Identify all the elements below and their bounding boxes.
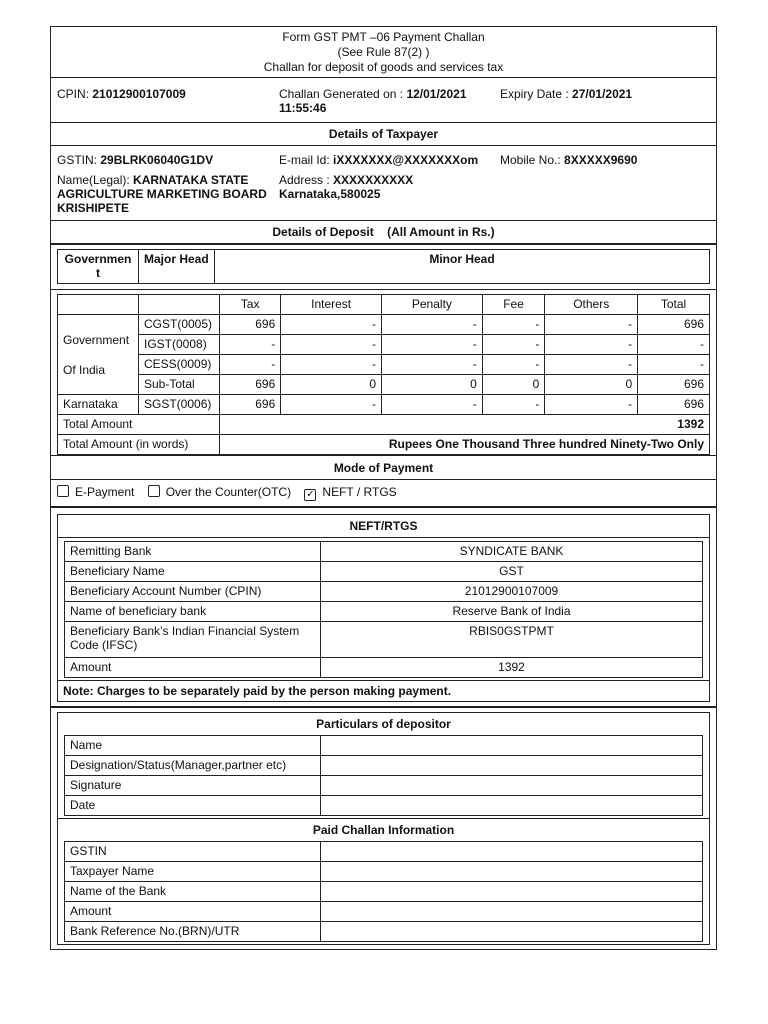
col-penalty: Penalty: [382, 295, 483, 315]
paid-amount-field[interactable]: [321, 902, 703, 922]
beneficiary-bank-value: Reserve Bank of India: [321, 602, 703, 622]
head-sgst: SGST(0006): [139, 395, 220, 415]
paid-challan-title: Paid Challan Information: [58, 818, 709, 841]
legal-name: Name(Legal): KARNATAKA STATE AGRICULTURE MARKETING BOARD KRISHIPETE: [57, 173, 267, 215]
address-line2: Karnataka,580025: [279, 187, 381, 201]
table-row: Signature: [65, 776, 703, 796]
charges-note: Note: Charges to be separately paid by the person making payment.: [58, 680, 709, 701]
expiry-date-value: 27/01/2021: [572, 87, 633, 101]
total-amount-value: 1392: [220, 415, 710, 435]
taxpayer-title: Details of Taxpayer: [51, 123, 716, 146]
payment-mode-options: [51, 480, 716, 508]
col-interest: Interest: [281, 295, 382, 315]
col-total: Total: [638, 295, 710, 315]
table-row: Government Of India CGST(0005) 696 - - - - 696: [58, 315, 710, 335]
head-igst: IGST(0008): [139, 335, 220, 355]
total-amount-row: [58, 415, 710, 435]
form-rule: (See Rule 87(2) ): [337, 45, 430, 59]
depositor-box: [57, 712, 710, 945]
table-row: CESS(0009) - - - - - -: [58, 355, 710, 375]
generated-on: Challan Generated on : 12/01/2021 11:55:46: [279, 87, 467, 115]
gstin: GSTIN: 29BLRK06040G1DV: [57, 153, 214, 167]
total-words-value: Rupees One Thousand Three hundred Ninety-Two Only: [220, 435, 710, 455]
cpin-row: [51, 78, 716, 123]
total-words-label: Total Amount (in words): [58, 435, 220, 455]
address-line1: XXXXXXXXXX: [333, 173, 414, 187]
table-row: Amount: [65, 902, 703, 922]
email: E-mail Id: iXXXXXXX@XXXXXXXom: [279, 153, 479, 167]
option-neft-rtgs[interactable]: ✓ NEFT / RTGS: [306, 485, 397, 500]
col-fee: Fee: [482, 295, 545, 315]
karnataka-cell: Karnataka: [58, 395, 139, 415]
ifsc-value: RBIS0GSTPMT: [321, 622, 703, 658]
account-number-value: 21012900107009: [321, 582, 703, 602]
remitting-bank-value: SYNDICATE BANK: [321, 542, 703, 562]
head-major: Major Head: [139, 250, 215, 284]
beneficiary-name-value: GST: [321, 562, 703, 582]
cpin-value: 21012900107009: [92, 87, 186, 101]
deposit-head-section: [51, 245, 716, 290]
col-others: Others: [545, 295, 638, 315]
depositor-designation-field[interactable]: [321, 756, 703, 776]
col-tax: Tax: [220, 295, 281, 315]
cpin: CPIN: 21012900107009: [57, 87, 186, 101]
expiry-date: Expiry Date : 27/01/2021: [500, 87, 633, 101]
neft-table: [64, 541, 703, 678]
checkbox-icon[interactable]: [148, 485, 160, 497]
paid-taxpayer-field[interactable]: [321, 862, 703, 882]
head-table: [57, 249, 710, 284]
table-row: GSTIN: [65, 842, 703, 862]
table-row: Name of beneficiary bank Reserve Bank of India: [65, 602, 703, 622]
head-cgst: CGST(0005): [139, 315, 220, 335]
gstin-value: 29BLRK06040G1DV: [100, 153, 214, 167]
table-row: Remitting Bank SYNDICATE BANK: [65, 542, 703, 562]
depositor-section: [51, 708, 716, 949]
paid-bank-field[interactable]: [321, 882, 703, 902]
paid-brn-field[interactable]: [321, 922, 703, 942]
option-epayment[interactable]: E-Payment: [57, 485, 138, 499]
checkbox-checked-icon[interactable]: ✓: [306, 489, 315, 500]
mobile-value: 8XXXXX9690: [564, 153, 638, 167]
table-row: Beneficiary Account Number (CPIN) 21012900107009: [65, 582, 703, 602]
depositor-name-field[interactable]: [321, 736, 703, 756]
amount-unit-note: (All Amount in Rs.): [387, 225, 495, 239]
form-header: [51, 27, 716, 78]
legal-name-value: KARNATAKA STATE: [133, 173, 249, 187]
total-amount-label: Total Amount: [58, 415, 220, 435]
deposit-title: Details of Deposit (All Amount in Rs.): [51, 221, 716, 245]
taxpayer-details: [51, 146, 716, 221]
mobile: Mobile No.: 8XXXXX9690: [500, 153, 638, 167]
generated-time: 11:55:46: [279, 101, 327, 115]
table-row: Amount 1392: [65, 658, 703, 678]
depositor-table: [64, 735, 703, 816]
form-title: Form GST PMT –06 Payment Challan: [282, 30, 485, 44]
depositor-title: Particulars of depositor: [316, 717, 451, 731]
deposit-table: [57, 294, 710, 455]
table-row: Karnataka SGST(0006) 696 - - - - 696: [58, 395, 710, 415]
head-cess: CESS(0009): [139, 355, 220, 375]
table-row: Beneficiary Bank’s Indian Financial System Code (IFSC) RBIS0GSTPMT: [65, 622, 703, 658]
gov-of-india-cell: Government Of India: [58, 315, 139, 395]
table-row: Name: [65, 736, 703, 756]
head-government: Governmen t: [58, 250, 139, 284]
form-subtitle: Challan for deposit of goods and services tax: [263, 60, 504, 74]
col-blank-2: [139, 295, 220, 315]
neft-title: NEFT/RTGS: [58, 515, 709, 538]
depositor-signature-field[interactable]: [321, 776, 703, 796]
challan-form: [50, 26, 717, 950]
table-row: Name of the Bank: [65, 882, 703, 902]
table-row: Sub-Total 696 0 0 0 0 696: [58, 375, 710, 395]
head-subtotal: Sub-Total: [139, 375, 220, 395]
checkbox-icon[interactable]: [57, 485, 69, 497]
head-minor: Minor Head: [215, 250, 710, 284]
table-row: Beneficiary Name GST: [65, 562, 703, 582]
option-otc[interactable]: Over the Counter(OTC): [148, 485, 295, 499]
email-value: iXXXXXXX@XXXXXXXom: [333, 153, 479, 167]
paid-challan-table: [64, 841, 703, 942]
total-words-row: [58, 435, 710, 455]
table-row: Date: [65, 796, 703, 816]
payment-mode-title: Mode of Payment: [51, 455, 716, 480]
table-row: Bank Reference No.(BRN)/UTR: [65, 922, 703, 942]
table-row: IGST(0008) - - - - - -: [58, 335, 710, 355]
table-row: Designation/Status(Manager,partner etc): [65, 756, 703, 776]
col-blank-1: [58, 295, 139, 315]
address: Address : XXXXXXXXXX Karnataka,580025: [279, 173, 414, 201]
neft-box: [57, 514, 710, 702]
paid-gstin-field[interactable]: [321, 842, 703, 862]
neft-amount-value: 1392: [321, 658, 703, 678]
generated-date: 12/01/2021: [406, 87, 467, 101]
deposit-table-section: [51, 290, 716, 455]
depositor-date-field[interactable]: [321, 796, 703, 816]
table-row: Taxpayer Name: [65, 862, 703, 882]
neft-section: [51, 508, 716, 708]
